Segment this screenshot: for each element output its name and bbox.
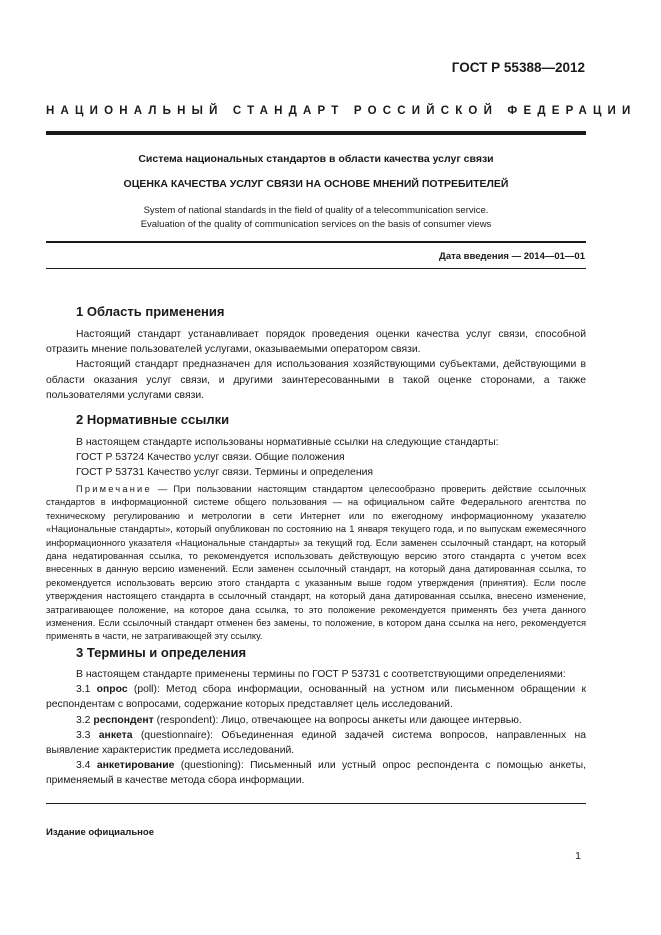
gost-number: ГОСТ Р 55388—2012 — [451, 60, 585, 75]
term-3-2-name: респондент — [93, 714, 154, 726]
note-text: — При пользовании настоящим стандартом целесообразно проверить действие ссылочных стандартов в информационной системе общего пользования — на официальном сайте Федерального агентства по техническому регулированию и метрологии в сети Интернет или по ежегодному информационному указателю «Национальные стандарты», который опубликован по состоянию на 1 января текущего года, и по выпускам ежемесячного информационного указателя «Национальные стандарты» за текущий год. Если заменен ссылочный стандарт, на который дана недатированная ссылка, то рекомендуется использовать действующую версию этого стандарта с учетом всех внесенных в данную версию изменений. Если заменен ссылочный стандарт, на который дана датированная ссылка, то рекомендуется использовать версию этого стандарта с указанным выше годом утверждения (принятия). Если после утверждения настоящего стандарта в ссылочный стандарт, на который дана датированная ссылка, внесено изменение, затрагивающее положение, на которое дана ссылка, то это положение рекомендуется применять без учета данного изменения. Если ссылочный стандарт отменен без замены, то положение, в котором дана ссылка на него, рекомендуется применять в части, не затрагивающей эту ссылку. — [46, 484, 586, 642]
english-title — [46, 204, 586, 232]
section-3-paragraph-1: В настоящем стандарте применены термины по ГОСТ Р 53731 с соответствующими определениями: — [76, 669, 566, 680]
section-2-note — [46, 483, 586, 644]
section-3-heading: 3 Термины и определения — [76, 645, 247, 660]
section-1-heading: 1 Область применения — [76, 304, 225, 319]
section-1-body — [46, 327, 586, 403]
title-divider — [46, 241, 586, 243]
term-3-2: 3.2 респондент (respondent): Лицо, отвечающее на вопросы анкеты или дающее интервью. — [76, 714, 522, 726]
header-divider — [46, 131, 586, 135]
reference-gost-53731: ГОСТ Р 53731 Качество услуг связи. Термины и определения — [76, 467, 374, 479]
english-title-line-1: System of national standards in the field of quality of a telecommunication service. — [143, 205, 489, 216]
page-number: 1 — [575, 850, 581, 862]
reference-gost-53724: ГОСТ Р 53724 Качество услуг связи. Общие положения — [76, 452, 345, 464]
section-1-paragraph-2: Настоящий стандарт предназначен для использования хозяйствующими субъектами, действующими в области оказания услуг связи, и другими заинтересованными в такой оценке сторонами, а также пользователями услугами связи. — [46, 359, 586, 401]
edition-note: Издание официальное — [46, 827, 154, 838]
national-standard-title: НАЦИОНАЛЬНЫЙ СТАНДАРТ РОССИЙСКОЙ ФЕДЕРАЦИИ — [46, 105, 637, 117]
footer-divider — [46, 803, 586, 804]
term-3-3-name: анкета — [98, 729, 133, 741]
term-3-1-name: опрос — [96, 684, 128, 696]
section-1-paragraph-1: Настоящий стандарт устанавливает порядок проведения оценки качества услуг связи, способной отразить мнение пользователей услугами, оказываемыми оператором связи. — [46, 329, 586, 356]
section-2-paragraph-1: В настоящем стандарте использованы нормативные ссылки на следующие стандарты: — [76, 437, 499, 448]
term-3-4: 3.4 анкетирование (questioning): Письменный или устный опрос респондента с помощью анкеты, применяемый в качестве метода сбора информации. — [46, 760, 586, 787]
section-2-heading: 2 Нормативные ссылки — [76, 412, 230, 427]
system-title: Система национальных стандартов в области качества услуг связи — [138, 153, 494, 165]
note-label: Примечание — [76, 484, 152, 494]
main-title: ОЦЕНКА КАЧЕСТВА УСЛУГ СВЯЗИ НА ОСНОВЕ МНЕНИЙ ПОТРЕБИТЕЛЕЙ — [123, 178, 509, 190]
intro-date: Дата введения — 2014—01—01 — [439, 251, 585, 262]
term-3-4-name: анкетирование — [96, 760, 175, 772]
section-3-body — [46, 667, 586, 789]
date-divider — [46, 268, 586, 269]
english-title-line-2: Evaluation of the quality of communication services on the basis of consumer views — [140, 219, 492, 230]
term-3-1: 3.1 опрос (poll): Метод сбора информации, основанный на устном или письменном обращении к респондентам с вопросами, содержание которых представляет цель исследований. — [46, 684, 586, 711]
term-3-3: 3.3 анкета (questionnaire): Объединенная единой задачей система вопросов, направленных на выявление характеристик предмета исследований. — [46, 729, 586, 757]
section-2-body — [46, 435, 586, 481]
